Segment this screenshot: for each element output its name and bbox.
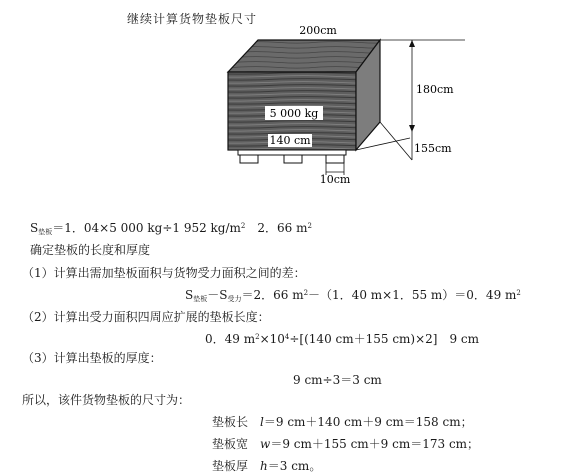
pallet-base bbox=[238, 150, 346, 155]
box-top-face bbox=[228, 40, 380, 72]
width-label: 200cm bbox=[299, 24, 337, 37]
line-area-formula: S垫板＝1．04×5 000 kg÷1 952 $kg/m^2$ 2．66 $m^2$ bbox=[30, 221, 312, 236]
line-step3-formula: 9 cm÷3＝3 cm bbox=[293, 373, 382, 387]
result-length: 垫板长 l＝9 cm＋140 cm＋9 cm＝158 cm； bbox=[212, 415, 473, 429]
line-step1-formula: S垫板－S受力＝2．66 $m^2-(1$．40 m×1．55 m）＝0．49 $m^2$ bbox=[185, 288, 521, 303]
height-label: 180cm bbox=[416, 83, 454, 96]
result-thickness: 垫板厚 h＝3 cm。 bbox=[212, 459, 322, 473]
depth-label: 155cm bbox=[414, 142, 452, 155]
page-heading: 继续计算货物垫板尺寸 bbox=[127, 12, 258, 26]
line-step3: （3）计算出垫板的厚度： bbox=[22, 351, 162, 365]
pallet-foot-3 bbox=[326, 155, 344, 163]
base-label: 140 cm bbox=[269, 134, 311, 147]
pallet-foot-1 bbox=[240, 155, 258, 163]
line-step2-formula: 0．49 $m^2\times 10^4\div[(140$ cm＋155 cm)×2] 9 cm bbox=[205, 332, 480, 346]
depth-dimension-line bbox=[380, 122, 412, 160]
line-conclusion: 所以，该件货物垫板的尺寸为： bbox=[22, 393, 191, 407]
weight-label: 5 000 kg bbox=[269, 107, 319, 120]
pallet-foot-2 bbox=[284, 155, 302, 163]
line-step2: （2）计算出受力面积四周应扩展的垫板长度： bbox=[22, 310, 270, 324]
cargo-pallet-figure bbox=[0, 0, 576, 200]
foot-label: 10cm bbox=[319, 173, 351, 186]
result-width: 垫板宽 w＝9 cm＋155 cm＋9 cm＝173 cm； bbox=[212, 437, 480, 451]
line-step1: （1）计算出需加垫板面积与货物受力面积之间的差： bbox=[22, 266, 306, 280]
line-determine: 确定垫板的长度和厚度 bbox=[30, 243, 151, 257]
